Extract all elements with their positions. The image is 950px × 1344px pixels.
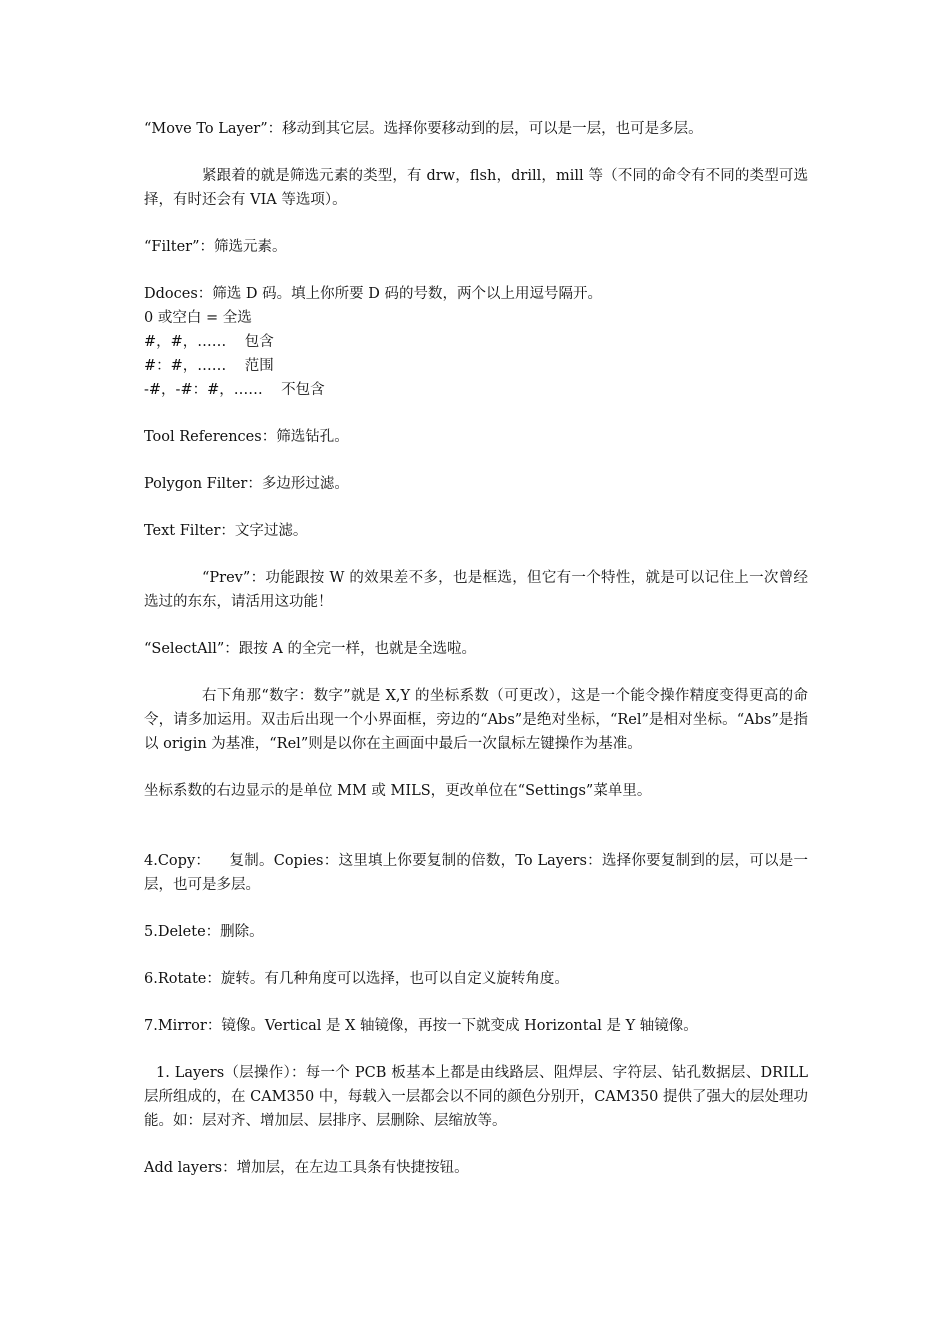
rotate-paragraph: 6.Rotate：旋转。有几种角度可以选择，也可以自定义旋转角度。 [144,971,569,987]
layers-paragraph: 1. Layers（层操作）：每一个 PCB 板基本上都是由线路层、阻焊层、字符层、钻孔数据层、DRILL 层所组成的，在 CAM350 中，每载入一层都会以不同的颜色分别开，CAM350 提供了强大的层处理功能。如：层对齐、增加层、层排序、层删除、层缩放等。 [144,1065,813,1129]
text-filter-paragraph: Text Filter：文字过滤。 [144,523,308,539]
document-body [144,117,813,1180]
units-paragraph: 坐标系数的右边显示的是单位 MM 或 MILS，更改单位在“Settings”菜单里。 [144,783,652,799]
dcodes-include-line: #，#，…… 包含 [144,334,274,350]
filter-paragraph: “Filter”：筛选元素。 [144,239,287,255]
dcodes-exclude-line: -#，-#：#，…… 不包含 [144,382,325,398]
dcodes-range-line: #：#，…… 范围 [144,358,274,374]
delete-paragraph: 5.Delete：删除。 [144,924,264,940]
move-to-layer-paragraph: “Move To Layer”：移动到其它层。选择你要移动到的层，可以是一层，也可是多层。 [144,121,703,137]
copy-paragraph: 4.Copy： 复制。Copies：这里填上你要复制的倍数，To Layers：选择你要复制到的层，可以是一层，也可是多层。 [144,853,808,893]
polygon-filter-paragraph: Polygon Filter：多边形过滤。 [144,476,349,492]
dcodes-all-line: 0 或空白 = 全选 [144,310,252,326]
select-all-paragraph: “SelectAll”：跟按 A 的全完一样，也就是全选啦。 [144,641,476,657]
mirror-paragraph: 7.Mirror：镜像。Vertical 是 X 轴镜像，再按一下就变成 Horizontal 是 Y 轴镜像。 [144,1018,698,1034]
coordinates-paragraph: 右下角那“数字：数字”就是 X,Y 的坐标系数（可更改），这是一个能令操作精度变得更高的命令，请多加运用。双击后出现一个小界面框，旁边的“Abs”是绝对坐标，“Rel”是相对坐标。“Abs”是指以 origin 为基准，“Rel”则是以你在主画面中最后一次鼠标左键操作为基准。 [144,688,808,752]
filter-types-paragraph: 紧跟着的就是筛选元素的类型，有 drw，flsh，drill，mill 等（不同的命令有不同的类型可选择，有时还会有 VIA 等选项）。 [144,168,808,208]
prev-paragraph: “Prev”：功能跟按 W 的效果差不多，也是框选，但它有一个特性，就是可以记住上一次曾经选过的东东，请活用这功能！ [144,570,808,610]
dcodes-paragraph: Ddoces：筛选 D 码。填上你所要 D 码的号数，两个以上用逗号隔开。 [144,286,602,302]
add-layers-paragraph: Add layers：增加层，在左边工具条有快捷按钮。 [144,1160,469,1176]
tool-references-paragraph: Tool References：筛选钻孔。 [144,429,349,445]
